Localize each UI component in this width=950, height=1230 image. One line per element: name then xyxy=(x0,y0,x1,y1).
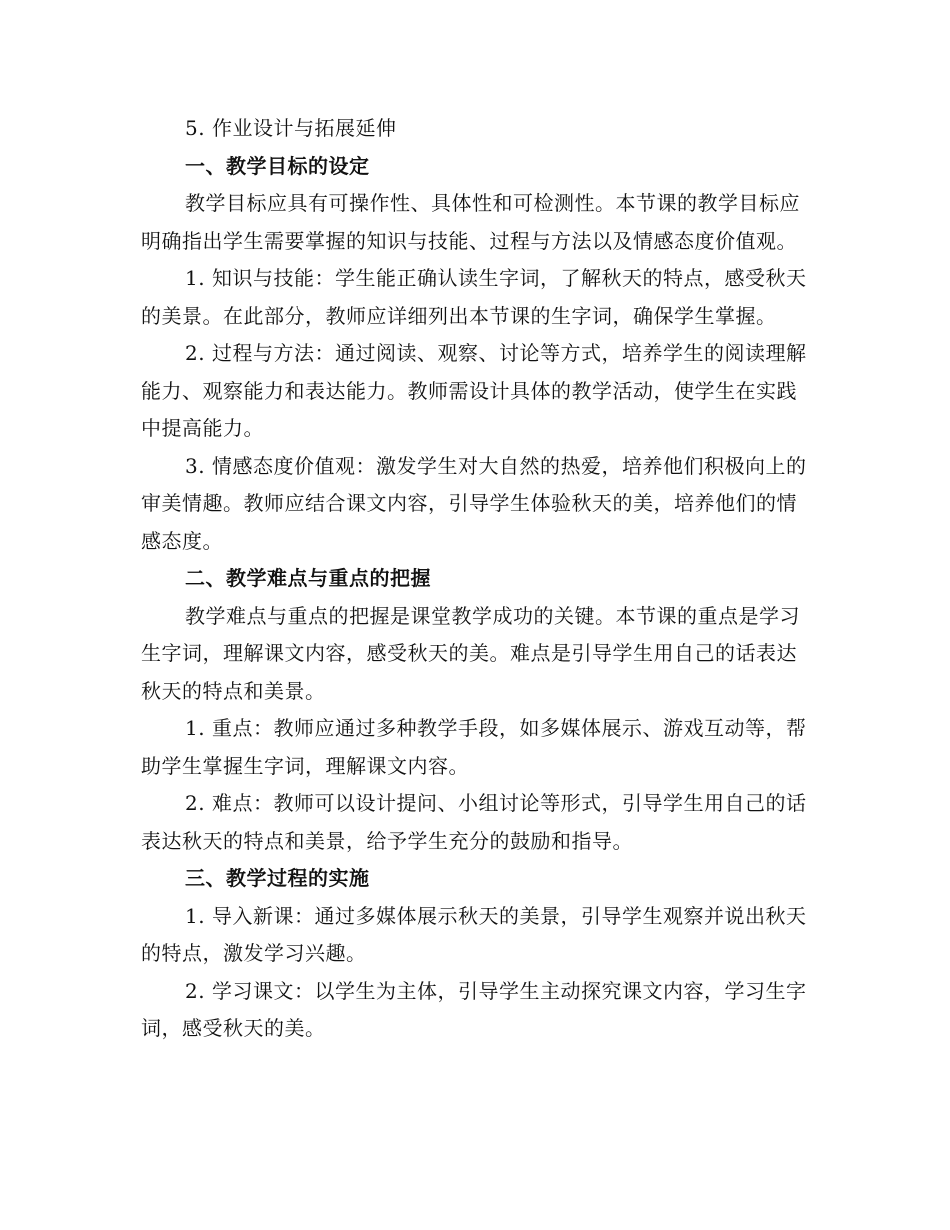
list-item-homework: 5. 作业设计与拓展延伸 xyxy=(185,116,397,140)
list-item-emotion-values: 3. 情感态度价值观：激发学生对大自然的热爱，培养他们积极向上的审美情趣。教师应结合课文内容，引导学生体验秋天的美，培养他们的情感态度。 xyxy=(141,453,807,553)
document-body xyxy=(141,110,811,1048)
section-heading-key-difficult-points: 二、教学难点与重点的把握 xyxy=(185,566,431,590)
list-item-lesson-intro: 1. 导入新课：通过多媒体展示秋天的美景，引导学生观察并说出秋天的特点，激发学习兴趣。 xyxy=(141,903,807,965)
section-heading-teaching-process: 三、教学过程的实施 xyxy=(185,866,370,890)
paragraph-teaching-goals: 教学目标应具有可操作性、具体性和可检测性。本节课的教学目标应明确指出学生需要掌握的知识与技能、过程与方法以及情感态度价值观。 xyxy=(141,191,800,253)
list-item-process-methods: 2. 过程与方法：通过阅读、观察、讨论等方式，培养学生的阅读理解能力、观察能力和表达能力。教师需设计具体的教学活动，使学生在实践中提高能力。 xyxy=(141,341,807,440)
section-heading-teaching-goals: 一、教学目标的设定 xyxy=(185,153,370,178)
list-item-difficult-point: 2. 难点：教师可以设计提问、小组讨论等形式，引导学生用自己的话表达秋天的特点和美景，给予学生充分的鼓励和指导。 xyxy=(141,791,807,853)
list-item-key-point: 1. 重点：教师应通过多种教学手段，如多媒体展示、游戏互动等，帮助学生掌握生字词，理解课文内容。 xyxy=(141,716,807,778)
list-item-text-study: 2. 学习课文：以学生为主体，引导学生主动探究课文内容，学习生字词，感受秋天的美。 xyxy=(141,978,807,1040)
list-item-knowledge-skills: 1. 知识与技能：学生能正确认读生字词，了解秋天的特点，感受秋天的美景。在此部分，教师应详细列出本节课的生字词，确保学生掌握。 xyxy=(141,266,807,328)
paragraph-key-difficult-points: 教学难点与重点的把握是课堂教学成功的关键。本节课的重点是学习生字词，理解课文内容，感受秋天的美。难点是引导学生用自己的话表达秋天的特点和美景。 xyxy=(141,603,800,703)
